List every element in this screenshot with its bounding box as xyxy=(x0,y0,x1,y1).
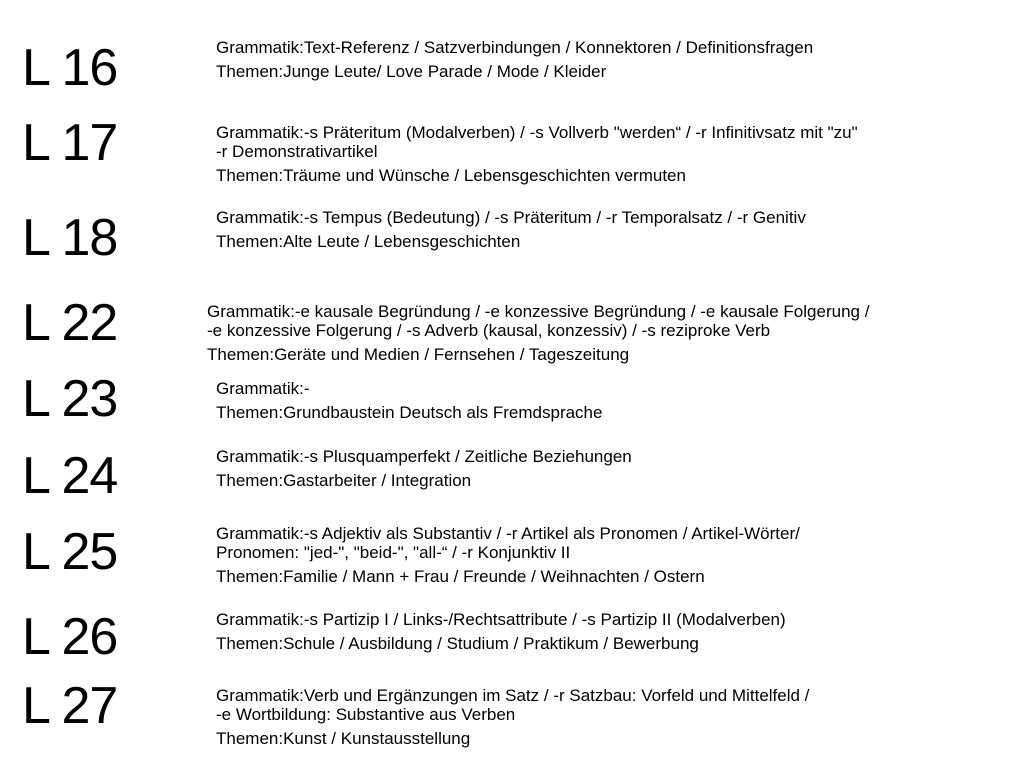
grammar-line: -r Demonstrativartikel xyxy=(216,142,378,161)
topics-text: Themen:Geräte und Medien / Fernsehen / Tageszeitung xyxy=(207,345,630,364)
topics-text: Themen:Gastarbeiter / Integration xyxy=(216,471,472,490)
grammar-text xyxy=(216,610,1006,629)
grammar-text xyxy=(207,302,997,340)
lesson-label: L 27 xyxy=(22,677,118,735)
grammar-line: -e Wortbildung: Substantive aus Verben xyxy=(216,705,516,724)
grammar-text xyxy=(216,38,1006,57)
topics-text: Themen:Träume und Wünsche / Lebensgeschichten vermuten xyxy=(216,166,686,185)
lesson-label: L 26 xyxy=(22,608,118,666)
lesson-label: L 18 xyxy=(22,209,118,267)
lesson-description xyxy=(216,379,1006,422)
lesson-label: L 25 xyxy=(22,523,118,581)
lesson-label: L 16 xyxy=(22,39,118,97)
grammar-text xyxy=(216,524,1006,562)
lesson-description xyxy=(216,208,1006,251)
lesson-description xyxy=(216,524,1006,586)
topics-text: Themen:Alte Leute / Lebensgeschichten xyxy=(216,232,521,251)
topics-text: Themen:Grundbaustein Deutsch als Fremdsprache xyxy=(216,403,603,422)
grammar-line: Grammatik:Verb und Ergänzungen im Satz / -r Satzbau: Vorfeld und Mittelfeld / xyxy=(216,686,810,705)
grammar-line: Pronomen: "jed-", "beid-", "all-“ / -r Konjunktiv II xyxy=(216,543,571,562)
grammar-line: Grammatik:-s Tempus (Bedeutung) / -s Präteritum / -r Temporalsatz / -r Genitiv xyxy=(216,208,806,227)
topics-text: Themen:Schule / Ausbildung / Studium / Praktikum / Bewerbung xyxy=(216,634,699,653)
grammar-line: Grammatik:-s Präteritum (Modalverben) / -s Vollverb "werden“ / -r Infinitivsatz mit "zu" xyxy=(216,123,858,142)
lesson-description xyxy=(207,302,997,364)
grammar-text xyxy=(216,208,1006,227)
grammar-line: Grammatik:Text-Referenz / Satzverbindungen / Konnektoren / Definitionsfragen xyxy=(216,38,814,57)
lesson-description xyxy=(216,447,1006,490)
grammar-line: Grammatik:-e kausale Begründung / -e konzessive Begründung / -e kausale Folgerung / xyxy=(207,302,870,321)
lesson-description xyxy=(216,686,1006,748)
grammar-line: -e konzessive Folgerung / -s Adverb (kausal, konzessiv) / -s reziproke Verb xyxy=(207,321,771,340)
lesson-description xyxy=(216,610,1006,653)
grammar-text xyxy=(216,379,1006,398)
topics-text: Themen:Kunst / Kunstausstellung xyxy=(216,729,471,748)
grammar-line: Grammatik:-s Adjektiv als Substantiv / -r Artikel als Pronomen / Artikel-Wörter/ xyxy=(216,524,800,543)
lesson-description xyxy=(216,38,1006,81)
lesson-label: L 24 xyxy=(22,447,118,505)
grammar-line: Grammatik:- xyxy=(216,379,310,398)
lesson-label: L 23 xyxy=(22,370,118,428)
lesson-description xyxy=(216,123,1006,185)
lesson-label: L 22 xyxy=(22,294,118,352)
grammar-line: Grammatik:-s Partizip I / Links-/Rechtsattribute / -s Partizip II (Modalverben) xyxy=(216,610,786,629)
grammar-line: Grammatik:-s Plusquamperfekt / Zeitliche Beziehungen xyxy=(216,447,632,466)
topics-text: Themen:Junge Leute/ Love Parade / Mode / Kleider xyxy=(216,62,607,81)
topics-text: Themen:Familie / Mann + Frau / Freunde / Weihnachten / Ostern xyxy=(216,567,705,586)
grammar-text xyxy=(216,447,1006,466)
grammar-text xyxy=(216,686,1006,724)
grammar-text xyxy=(216,123,1006,161)
lesson-label: L 17 xyxy=(22,114,118,172)
